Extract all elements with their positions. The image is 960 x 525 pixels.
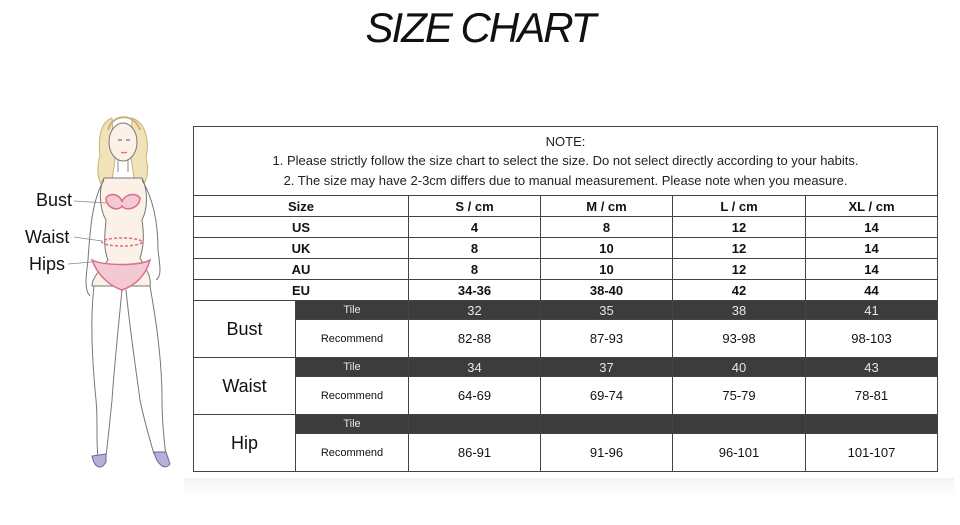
recommend-label: Recommend bbox=[296, 377, 409, 415]
table-shadow bbox=[184, 478, 954, 496]
tile-cell: 32 bbox=[409, 301, 541, 320]
body-figure-illustration bbox=[0, 100, 195, 490]
tile-cell: 35 bbox=[541, 301, 673, 320]
recommend-label: Recommend bbox=[296, 434, 409, 472]
header-xl: XL / cm bbox=[806, 196, 938, 217]
header-size: Size bbox=[194, 196, 409, 217]
hip-recommend-row bbox=[194, 434, 938, 472]
bust-recommend-row bbox=[194, 320, 938, 358]
recommend-cell: 87-93 bbox=[541, 320, 673, 358]
cell: 38-40 bbox=[541, 280, 673, 301]
size-row-uk bbox=[194, 238, 938, 259]
hip-tile-row bbox=[194, 415, 938, 434]
cell: 12 bbox=[673, 217, 806, 238]
waist-tile-row bbox=[194, 358, 938, 377]
cell: 14 bbox=[806, 238, 938, 259]
tile-cell: 41 bbox=[806, 301, 938, 320]
group-label-bust: Bust bbox=[194, 301, 296, 358]
page-title: SIZE CHART bbox=[365, 4, 595, 51]
tile-cell: 38 bbox=[673, 301, 806, 320]
bust-tile-row bbox=[194, 301, 938, 320]
row-label: AU bbox=[194, 259, 409, 280]
recommend-cell: 86-91 bbox=[409, 434, 541, 472]
header-s: S / cm bbox=[409, 196, 541, 217]
group-label-waist: Waist bbox=[194, 358, 296, 415]
recommend-cell: 93-98 bbox=[673, 320, 806, 358]
header-l: L / cm bbox=[673, 196, 806, 217]
cell: 8 bbox=[409, 238, 541, 259]
recommend-cell: 69-74 bbox=[541, 377, 673, 415]
cell: 12 bbox=[673, 259, 806, 280]
size-row-eu bbox=[194, 280, 938, 301]
recommend-cell: 101-107 bbox=[806, 434, 938, 472]
cell: 44 bbox=[806, 280, 938, 301]
waist-recommend-row bbox=[194, 377, 938, 415]
tile-cell: 43 bbox=[806, 358, 938, 377]
size-row-au bbox=[194, 259, 938, 280]
size-row-us bbox=[194, 217, 938, 238]
size-chart-table bbox=[193, 126, 938, 472]
note-cell bbox=[194, 127, 938, 196]
recommend-cell: 91-96 bbox=[541, 434, 673, 472]
cell: 42 bbox=[673, 280, 806, 301]
cell: 10 bbox=[541, 238, 673, 259]
note-heading: NOTE: bbox=[545, 133, 586, 149]
recommend-cell: 98-103 bbox=[806, 320, 938, 358]
note-line-1: 1. Please strictly follow the size chart to select the size. Do not select directly according to your habits. bbox=[272, 153, 859, 169]
tile-label: Tile bbox=[296, 358, 409, 377]
tile-cell bbox=[541, 415, 673, 434]
bust-label: Bust bbox=[36, 190, 73, 210]
note-row bbox=[194, 127, 938, 196]
tile-label: Tile bbox=[296, 301, 409, 320]
note-line-2: 2. The size may have 2-3cm differs due to manual measurement. Please note when you measure. bbox=[283, 172, 848, 188]
cell: 10 bbox=[541, 259, 673, 280]
tile-cell bbox=[806, 415, 938, 434]
recommend-cell: 64-69 bbox=[409, 377, 541, 415]
cell: 8 bbox=[409, 259, 541, 280]
waist-label: Waist bbox=[25, 227, 70, 247]
header-m: M / cm bbox=[541, 196, 673, 217]
hips-label: Hips bbox=[29, 254, 66, 274]
cell: 34-36 bbox=[409, 280, 541, 301]
tile-label: Tile bbox=[296, 415, 409, 434]
row-label: EU bbox=[194, 280, 409, 301]
tile-cell bbox=[673, 415, 806, 434]
cell: 8 bbox=[541, 217, 673, 238]
tile-cell: 34 bbox=[409, 358, 541, 377]
cell: 4 bbox=[409, 217, 541, 238]
recommend-label: Recommend bbox=[296, 320, 409, 358]
recommend-cell: 78-81 bbox=[806, 377, 938, 415]
tile-cell: 40 bbox=[673, 358, 806, 377]
cell: 14 bbox=[806, 217, 938, 238]
cell: 12 bbox=[673, 238, 806, 259]
recommend-cell: 75-79 bbox=[673, 377, 806, 415]
header-row bbox=[194, 196, 938, 217]
tile-cell bbox=[409, 415, 541, 434]
row-label: UK bbox=[194, 238, 409, 259]
recommend-cell: 96-101 bbox=[673, 434, 806, 472]
group-label-hip: Hip bbox=[194, 415, 296, 472]
recommend-cell: 82-88 bbox=[409, 320, 541, 358]
cell: 14 bbox=[806, 259, 938, 280]
row-label: US bbox=[194, 217, 409, 238]
tile-cell: 37 bbox=[541, 358, 673, 377]
